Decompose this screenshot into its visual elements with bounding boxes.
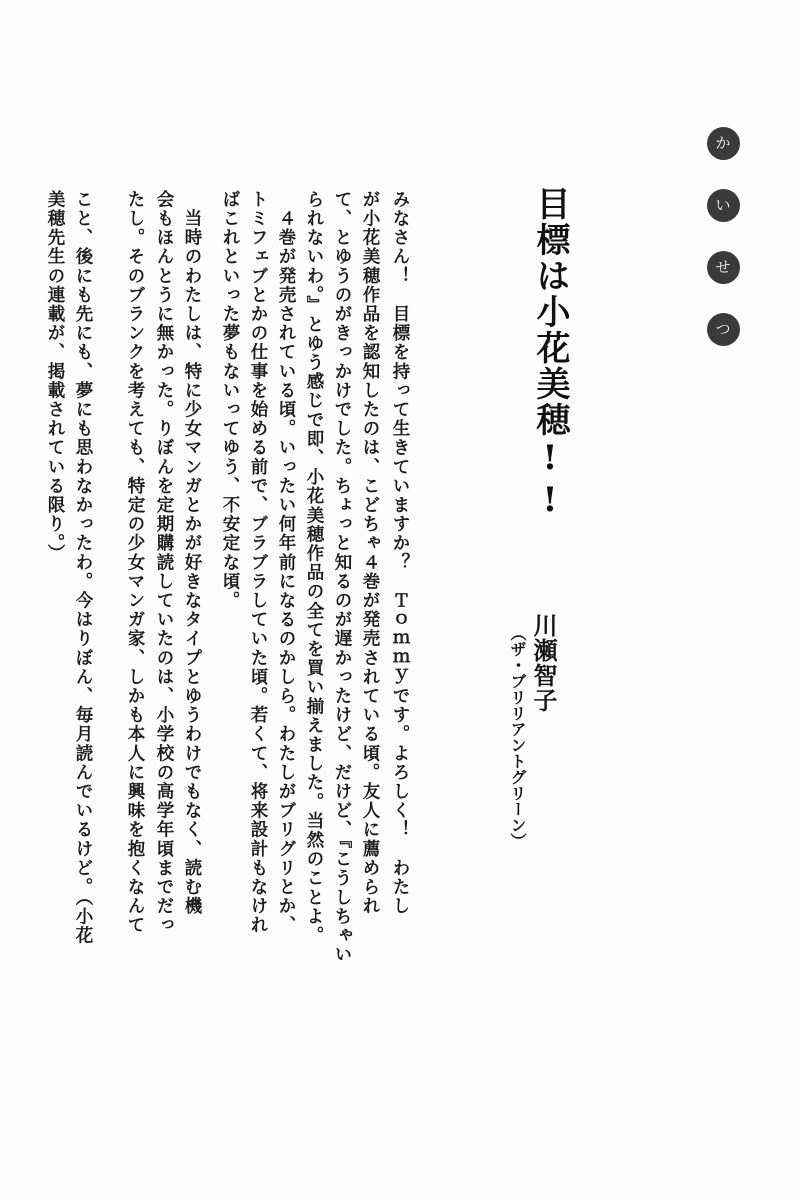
body-column: みなさん！ 目標を持って生きていますか？ Ｔｏｍｍｙです。よろしく！ わたし xyxy=(390,190,410,916)
body-column: こと、後にも先にも、夢にも思わなかったわ。今はりぼん、毎月読んでいるけど。（小花 xyxy=(73,190,93,946)
section-label-char: い xyxy=(707,189,740,222)
body-column: 会もほんとうに無かった。りぼんを定期購読していたのは、小学校の高学年頃までだっ xyxy=(154,190,174,935)
body-column: て、とゆうのがきっかけでした。ちょっと知るのが遅かったけど、だけど、『こうしちゃい xyxy=(332,190,352,965)
body-column: られないわ。』とゆう感じで即、小花美穂作品の全てを買い揃えました。当然のことよ。 xyxy=(304,190,324,946)
body-column: ばこれといった夢もないってゆう、不安定な頃。 xyxy=(220,190,240,611)
author-name: 川瀬智子 xyxy=(529,613,558,713)
section-label-kaisetsu xyxy=(700,127,746,346)
body-column: が小花美穂作品を認知したのは、こどちゃ４巻が発売されている頃。友人に薦められ xyxy=(360,190,380,916)
body-column: たし。そのブランクを考えても、特定の少女マンガ家、しかも本人に興味を抱くなんて xyxy=(125,190,145,935)
body-column: 当時のわたしは、特に少女マンガとかが好きなタイプとゆうわけでもなく、読む機 xyxy=(182,190,202,916)
section-label-char: か xyxy=(707,127,740,160)
body-column: 美穂先生の連載が、掲載されている限り。） xyxy=(45,190,65,564)
section-label-char: せ xyxy=(707,251,740,284)
section-label-char: つ xyxy=(707,313,740,346)
author-affiliation: （ザ・ブリリアントグリーン） xyxy=(508,625,527,849)
body-column: ４巻が発売されている頃。いったい何年前になるのかしら。わたしがブリグリとか、 xyxy=(276,190,296,935)
page-title: 目標は小花美穂!! xyxy=(530,186,570,522)
body-column: トミフェブとかの仕事を始める前で、ブラブラしていた頃。若くて、将来設計もなけれ xyxy=(248,190,268,935)
